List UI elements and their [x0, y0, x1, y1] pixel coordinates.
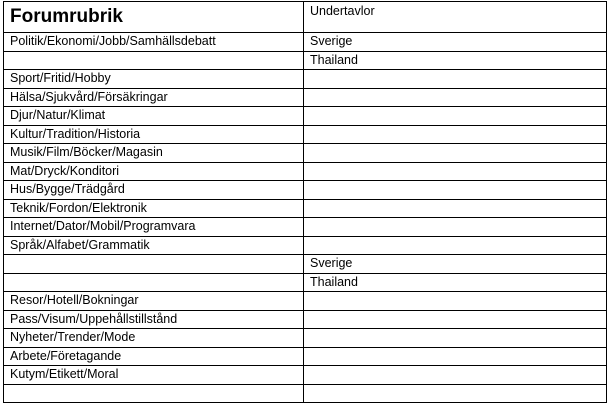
forum-category-cell: [4, 51, 304, 70]
subforum-cell: [304, 162, 607, 181]
table-row: [4, 236, 607, 255]
subforum-cell: [304, 107, 607, 126]
subforum-cell: [304, 347, 607, 366]
subforum-cell: [304, 236, 607, 255]
header-row: [4, 2, 607, 33]
table-row: [4, 347, 607, 366]
forum-category-cell: Kutym/Etikett/Moral: [4, 366, 304, 385]
forum-category-cell: Sport/Fritid/Hobby: [4, 70, 304, 89]
subforum-cell: Thailand: [304, 273, 607, 292]
header-undertavlor: Undertavlor: [304, 2, 607, 33]
subforum-cell: [304, 292, 607, 311]
header-forumrubrik: Forumrubrik: [4, 2, 304, 33]
subforum-cell: [304, 181, 607, 200]
subforum-cell: [304, 329, 607, 348]
subforum-cell: Sverige: [304, 33, 607, 52]
subforum-cell: [304, 310, 607, 329]
table-row: [4, 310, 607, 329]
forum-category-cell: Hus/Bygge/Trädgård: [4, 181, 304, 200]
forum-category-cell: [4, 273, 304, 292]
subforum-cell: [304, 125, 607, 144]
subforum-cell: [304, 88, 607, 107]
subforum-cell: [304, 218, 607, 237]
forum-category-cell: Arbete/Företagande: [4, 347, 304, 366]
table-row: [4, 51, 607, 70]
forum-category-cell: Kultur/Tradition/Historia: [4, 125, 304, 144]
forum-category-cell: Politik/Ekonomi/Jobb/Samhällsdebatt: [4, 33, 304, 52]
forum-category-cell: [4, 384, 304, 403]
table-row: [4, 181, 607, 200]
table-row: [4, 144, 607, 163]
forum-category-cell: Språk/Alfabet/Grammatik: [4, 236, 304, 255]
subforum-cell: [304, 199, 607, 218]
table-row: [4, 384, 607, 403]
subforum-cell: [304, 384, 607, 403]
forum-category-cell: Teknik/Fordon/Elektronik: [4, 199, 304, 218]
forum-category-cell: Djur/Natur/Klimat: [4, 107, 304, 126]
subforum-cell: Thailand: [304, 51, 607, 70]
table-row: [4, 33, 607, 52]
table-row: [4, 255, 607, 274]
forum-category-cell: [4, 255, 304, 274]
table-row: [4, 273, 607, 292]
table-row: [4, 125, 607, 144]
table-row: [4, 70, 607, 89]
table-row: [4, 199, 607, 218]
table-row: [4, 88, 607, 107]
forum-table: [3, 1, 607, 403]
table-row: [4, 366, 607, 385]
forum-category-cell: Internet/Dator/Mobil/Programvara: [4, 218, 304, 237]
forum-category-cell: Nyheter/Trender/Mode: [4, 329, 304, 348]
forum-category-cell: Hälsa/Sjukvård/Försäkringar: [4, 88, 304, 107]
subforum-cell: [304, 366, 607, 385]
forum-category-cell: Mat/Dryck/Konditori: [4, 162, 304, 181]
table-row: [4, 107, 607, 126]
forum-category-cell: Pass/Visum/Uppehållstillstånd: [4, 310, 304, 329]
table-row: [4, 218, 607, 237]
table-row: [4, 329, 607, 348]
forum-category-cell: Resor/Hotell/Bokningar: [4, 292, 304, 311]
table-row: [4, 292, 607, 311]
subforum-cell: [304, 144, 607, 163]
subforum-cell: Sverige: [304, 255, 607, 274]
forum-category-cell: Musik/Film/Böcker/Magasin: [4, 144, 304, 163]
subforum-cell: [304, 70, 607, 89]
table-row: [4, 162, 607, 181]
